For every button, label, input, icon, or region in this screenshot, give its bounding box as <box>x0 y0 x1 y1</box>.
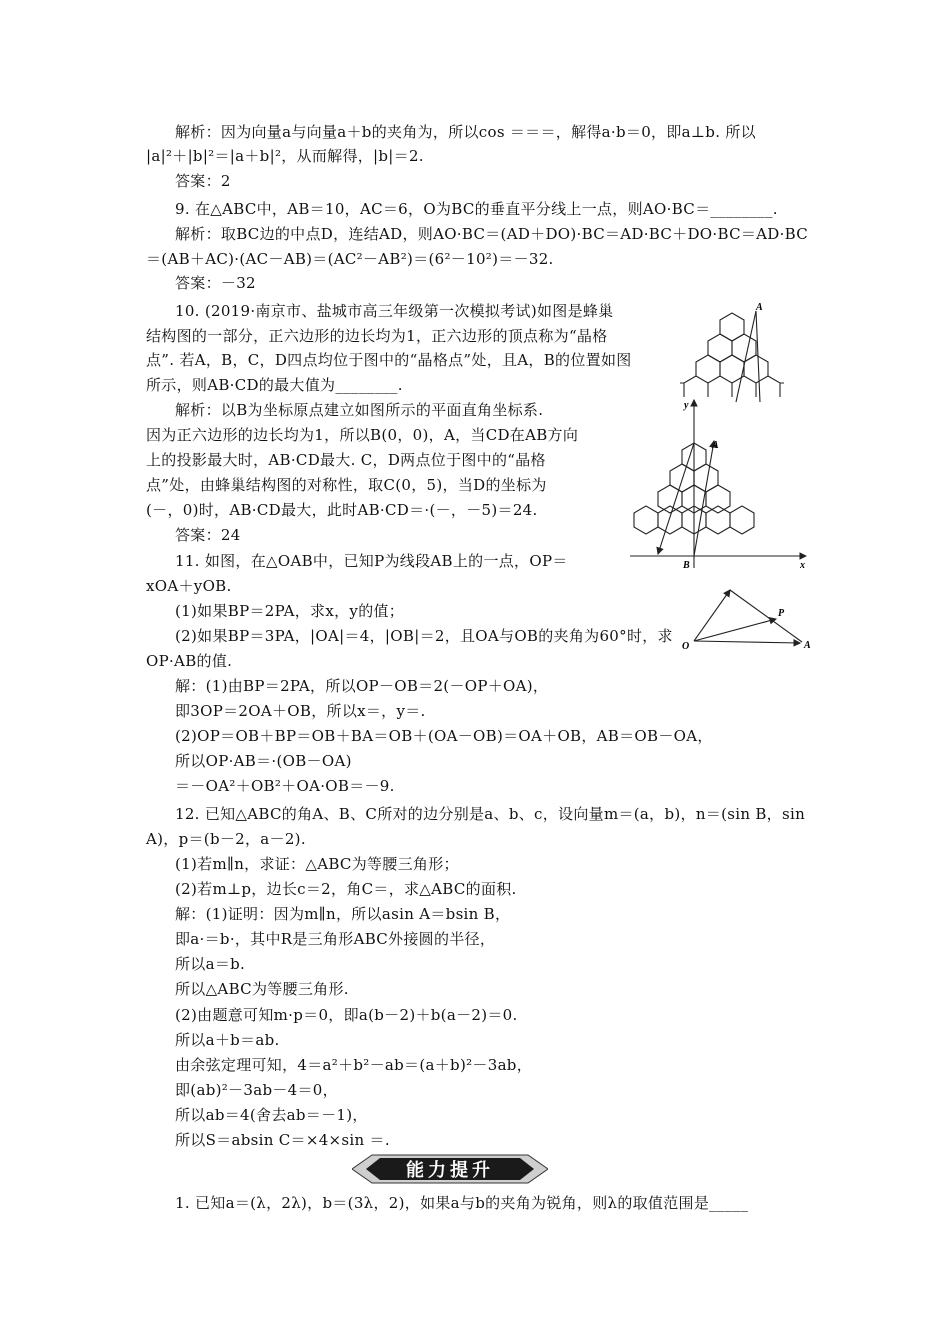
text-line: 解析：以B为坐标原点建立如图所示的平面直角坐标系. <box>175 401 544 419</box>
text-line: ＝(AB＋AC)·(AC－AB)＝(AC²－AB²)＝(6²－10²)＝－32. <box>146 250 554 268</box>
text-line: (1)若m∥n，求证：△ABC为等腰三角形； <box>175 855 459 873</box>
figure-label: A <box>756 302 763 313</box>
text-line: (1)如果BP＝2PA，求x，y的值； <box>175 602 405 620</box>
banner-title: 能力提升 <box>406 1160 494 1181</box>
text-line: 9. 在△ABC中，AB＝10，AC＝6，O为BC的垂直平分线上一点，则AO·BC＝________. <box>175 200 778 218</box>
text-line: 所以S＝absin C＝×4×sin ＝. <box>175 1131 390 1149</box>
text-line: 所示，则AB·CD的最大值为________. <box>146 376 403 394</box>
text-line: (－，0)时，AB·CD最大，此时AB·CD＝·(－，－5)＝24. <box>146 501 538 519</box>
text-line: 由余弦定理可知，4＝a²＋b²－ab＝(a＋b)²－3ab， <box>175 1056 533 1074</box>
triangle-oab-figure <box>680 584 816 654</box>
text-line: 1. 已知a＝(λ，2λ)，b＝(3λ，2)，如果a与b的夹角为锐角，则λ的取值范围是_____ <box>175 1194 749 1212</box>
text-line: |a|²＋|b|²＝|a＋b|²，从而解得，|b|＝2. <box>146 147 424 165</box>
text-line: 所以a＝b. <box>175 955 246 973</box>
text-line: 即3OP＝2OA＋OB，所以x＝，y＝. <box>175 702 426 720</box>
point-label-a: A <box>804 640 811 651</box>
text-line: 即a·＝b·，其中R是三角形ABC外接圆的半径， <box>175 930 496 948</box>
text-line: (2)由题意可知m·p＝0，即a(b－2)＋b(a－2)＝0. <box>175 1006 518 1024</box>
text-line: 因为正六边形的边长均为1，所以B(0，0)，A，当CD在AB方向 <box>146 426 579 444</box>
point-label-b: B <box>683 560 690 571</box>
section-banner <box>352 1153 548 1185</box>
text-line: 上的投影最大时，AB·CD最大. C，D两点位于图中的“晶格 <box>146 451 546 469</box>
text-line: ＝－OA²＋OB²＋OA·OB＝－9. <box>175 777 395 795</box>
text-line: 所以OP·AB＝·(OB－OA) <box>175 752 352 770</box>
text-line: 即(ab)²－3ab－4＝0， <box>175 1081 338 1099</box>
text-line: 所以ab＝4(舍去ab＝－1)， <box>175 1106 368 1124</box>
text-line: 答案：24 <box>175 526 241 544</box>
text-line: 解：(1)由BP＝2PA，所以OP－OB＝2(－OP＋OA)， <box>175 677 549 695</box>
text-line: 所以△ABC为等腰三角形. <box>175 980 349 998</box>
text-line: A)，p＝(b－2，a－2). <box>146 830 306 848</box>
text-line: 点”. 若A，B，C，D四点均位于图中的“晶格点”处，且A，B的位置如图 <box>146 351 632 369</box>
text-line: (2)OP＝OB＋BP＝OB＋BA＝OB＋(OA－OB)＝OA＋OB，AB＝OB－OA， <box>175 727 713 745</box>
text-line: (2)若m⊥p，边长c＝2，角C＝，求△ABC的面积. <box>175 880 517 898</box>
point-label-p: P <box>778 608 785 619</box>
point-label-o: O <box>682 641 690 652</box>
text-line: 解析：因为向量a与向量a＋b的夹角为，所以cos ＝＝＝，解得a·b＝0，即a⊥b. 所以 <box>175 123 756 141</box>
text-line: 解：(1)证明：因为m∥n，所以asin A＝bsin B， <box>175 905 511 923</box>
honeycomb-figure <box>672 298 812 404</box>
text-line: 12. 已知△ABC的角A、B、C所对的边分别是a、b、c，设向量m＝(a，b)，n＝(sin B，sin <box>175 805 806 823</box>
text-line: 解析：取BC边的中点D，连结AD，则AO·BC＝(AD＋DO)·BC＝AD·BC＋DO·BC＝AD·BC <box>175 225 809 243</box>
axis-label-x: x <box>800 560 805 571</box>
text-line: (2)如果BP＝3PA，|OA|＝4，|OB|＝2，且OA与OB的夹角为60°时，求 <box>175 627 673 645</box>
text-line: 11. 如图，在△OAB中，已知P为线段AB上的一点，OP＝ <box>175 552 568 570</box>
coordinate-honeycomb-figure <box>628 396 810 574</box>
text-line: 所以a＋b＝ab. <box>175 1031 280 1049</box>
text-line: 结构图的一部分，正六边形的边长均为1，正六边形的顶点称为“晶格 <box>146 327 608 345</box>
text-line: xOA＋yOB. <box>146 577 232 595</box>
point-label-a: A <box>712 440 719 451</box>
text-line: 答案：－32 <box>175 274 256 292</box>
text-line: OP·AB的值. <box>146 652 233 670</box>
text-line: 答案：2 <box>175 172 231 190</box>
text-line: 10. (2019·南京市、盐城市高三年级第一次模拟考试)如图是蜂巢 <box>175 302 614 320</box>
axis-label-y: y <box>684 400 689 411</box>
text-line: 点”处，由蜂巢结构图的对称性，取C(0，5)，当D的坐标为 <box>146 476 547 494</box>
